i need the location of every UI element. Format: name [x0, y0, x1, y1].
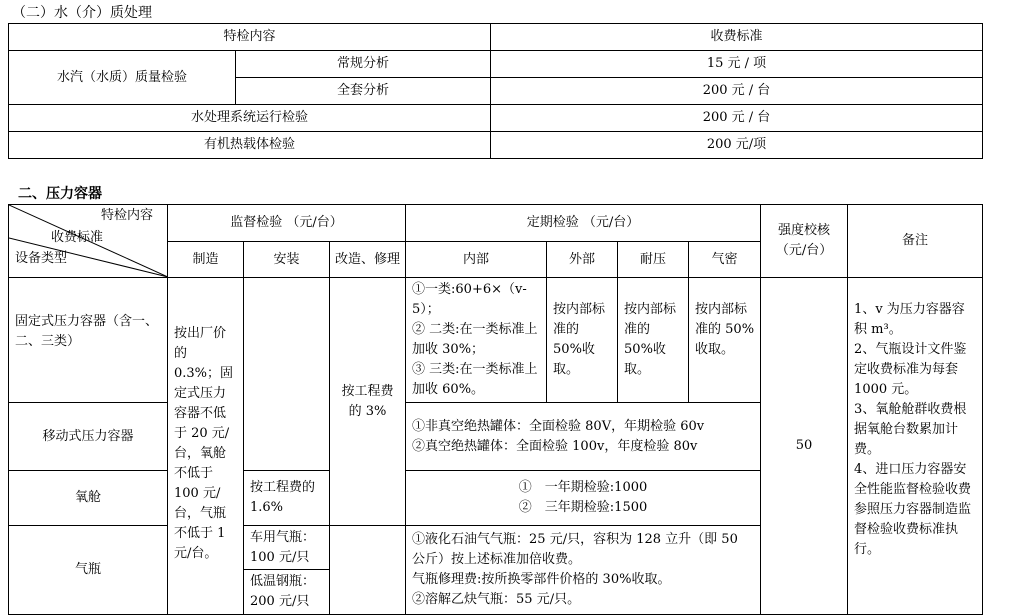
sub-airtight: 气密 [689, 242, 761, 278]
chamber-periodic-2: ② 三年期检验:1500 [518, 500, 648, 515]
chamber-install: 按工程费的 1.6% [244, 471, 330, 526]
chamber-periodic-1: ① 一年期检验:1000 [518, 480, 648, 495]
remark-3: 3、氧舱舱群收费根据氧舱台数累加计费。 [854, 402, 967, 457]
remark-2: 2、气瓶设计文件鉴定收费标准为每套 1000 元。 [854, 342, 967, 397]
mobile-periodic [406, 403, 761, 471]
corner-top: 特检内容 [101, 208, 154, 223]
periodic-header: 定期检验 （元/台） [406, 205, 761, 242]
fixed-inner [406, 278, 547, 403]
header-fee: 收费标准 [491, 24, 983, 51]
fixed-airtight: 按内部标准的 50%收取。 [689, 278, 761, 403]
modify-fee: 按工程费的 3% [330, 278, 406, 526]
item-routine: 常规分析 [236, 51, 491, 78]
cylinder-periodic-1: ①液化石油气气瓶：25 元/只，容积为 128 立升（即 50 公斤）按上述标准加倍收费。 [412, 532, 738, 567]
remark-4: 4、进口压力容器安全性能监督检验收费参照压力容器制造监督检验收费标准执行。 [854, 462, 972, 557]
low-temp-cylinder: 低温钢瓶：200 元/只 [250, 574, 316, 609]
mobile-periodic-2: ②真空绝热罐体：全面检验 100v，年度检验 80v [412, 438, 698, 454]
sub-install: 安装 [244, 242, 330, 278]
strength-value: 50 [761, 278, 848, 615]
corner-mid: 收费标准 [51, 230, 104, 245]
fixed-pressure: 按内部标准的 50%收取。 [618, 278, 689, 403]
cylinder-periodic-2: 气瓶修理费:按所换零部件价格的 30%收取。 [412, 572, 671, 587]
fixed-outer: 按内部标准的 50%收取。 [547, 278, 618, 403]
cylinder-modify-empty [330, 526, 406, 615]
corner-bottom: 设备类型 [15, 251, 68, 266]
fee-full: 200 元 / 台 [491, 78, 983, 105]
strength-header: 强度校核（元/台） [761, 205, 848, 278]
sub-outer: 外部 [547, 242, 618, 278]
cylinder-periodic [406, 526, 761, 615]
fee-routine: 15 元 / 项 [491, 51, 983, 78]
fixed-inner-2: ② 二类:在一类标准上加收 30%； [412, 322, 538, 357]
sub-inner: 内部 [406, 242, 547, 278]
fee-system: 200 元 / 台 [491, 105, 983, 132]
pressure-vessel-table [8, 204, 983, 615]
header-content: 特检内容 [9, 24, 491, 51]
fixed-inner-3: ③ 三类:在一类标准上加收 60%。 [412, 362, 538, 397]
cylinder-periodic-3: ②溶解乙炔气瓶：55 元/只。 [412, 592, 581, 607]
section-title-water: （二）水（介）质处理 [12, 5, 152, 21]
type-cylinder: 气瓶 [9, 526, 168, 615]
group-water-quality: 水汽（水质）质量检验 [9, 51, 236, 105]
item-organic: 有机热载体检验 [9, 132, 491, 159]
sub-make: 制造 [168, 242, 244, 278]
water-treatment-table [8, 23, 983, 159]
item-full: 全套分析 [236, 78, 491, 105]
sub-modify: 改造、修理 [330, 242, 406, 278]
sub-pressure: 耐压 [618, 242, 689, 278]
chamber-periodic [406, 471, 761, 526]
car-cylinder: 车用气瓶：100 元/只 [244, 526, 329, 570]
supervision-header: 监督检验 （元/台） [168, 205, 406, 242]
remarks-header: 备注 [848, 205, 983, 278]
type-mobile: 移动式压力容器 [9, 403, 168, 471]
mobile-periodic-1: ①非真空绝热罐体：全面检验 80V，年期检验 60v [412, 418, 705, 434]
type-chamber: 氧舱 [9, 471, 168, 526]
type-fixed: 固定式压力容器（含一、二、三类） [9, 278, 168, 403]
section-title-pressure: 二、压力容器 [18, 186, 102, 202]
fixed-inner-1: ①一类:60+6×（v-5）； [412, 282, 527, 317]
corner-header [9, 205, 168, 278]
fee-organic: 200 元/项 [491, 132, 983, 159]
cylinder-install [244, 526, 330, 615]
remarks [848, 278, 983, 615]
make-fee: 按出厂价的 0.3%；固定式压力容器不低于 20 元/台，氧舱不低于 100 元/台，气瓶不低于 1 元/台。 [168, 278, 244, 615]
remark-1: 1、v 为压力容器容积 m³。 [854, 302, 965, 337]
item-system: 水处理系统运行检验 [9, 105, 491, 132]
install-empty [244, 278, 330, 471]
